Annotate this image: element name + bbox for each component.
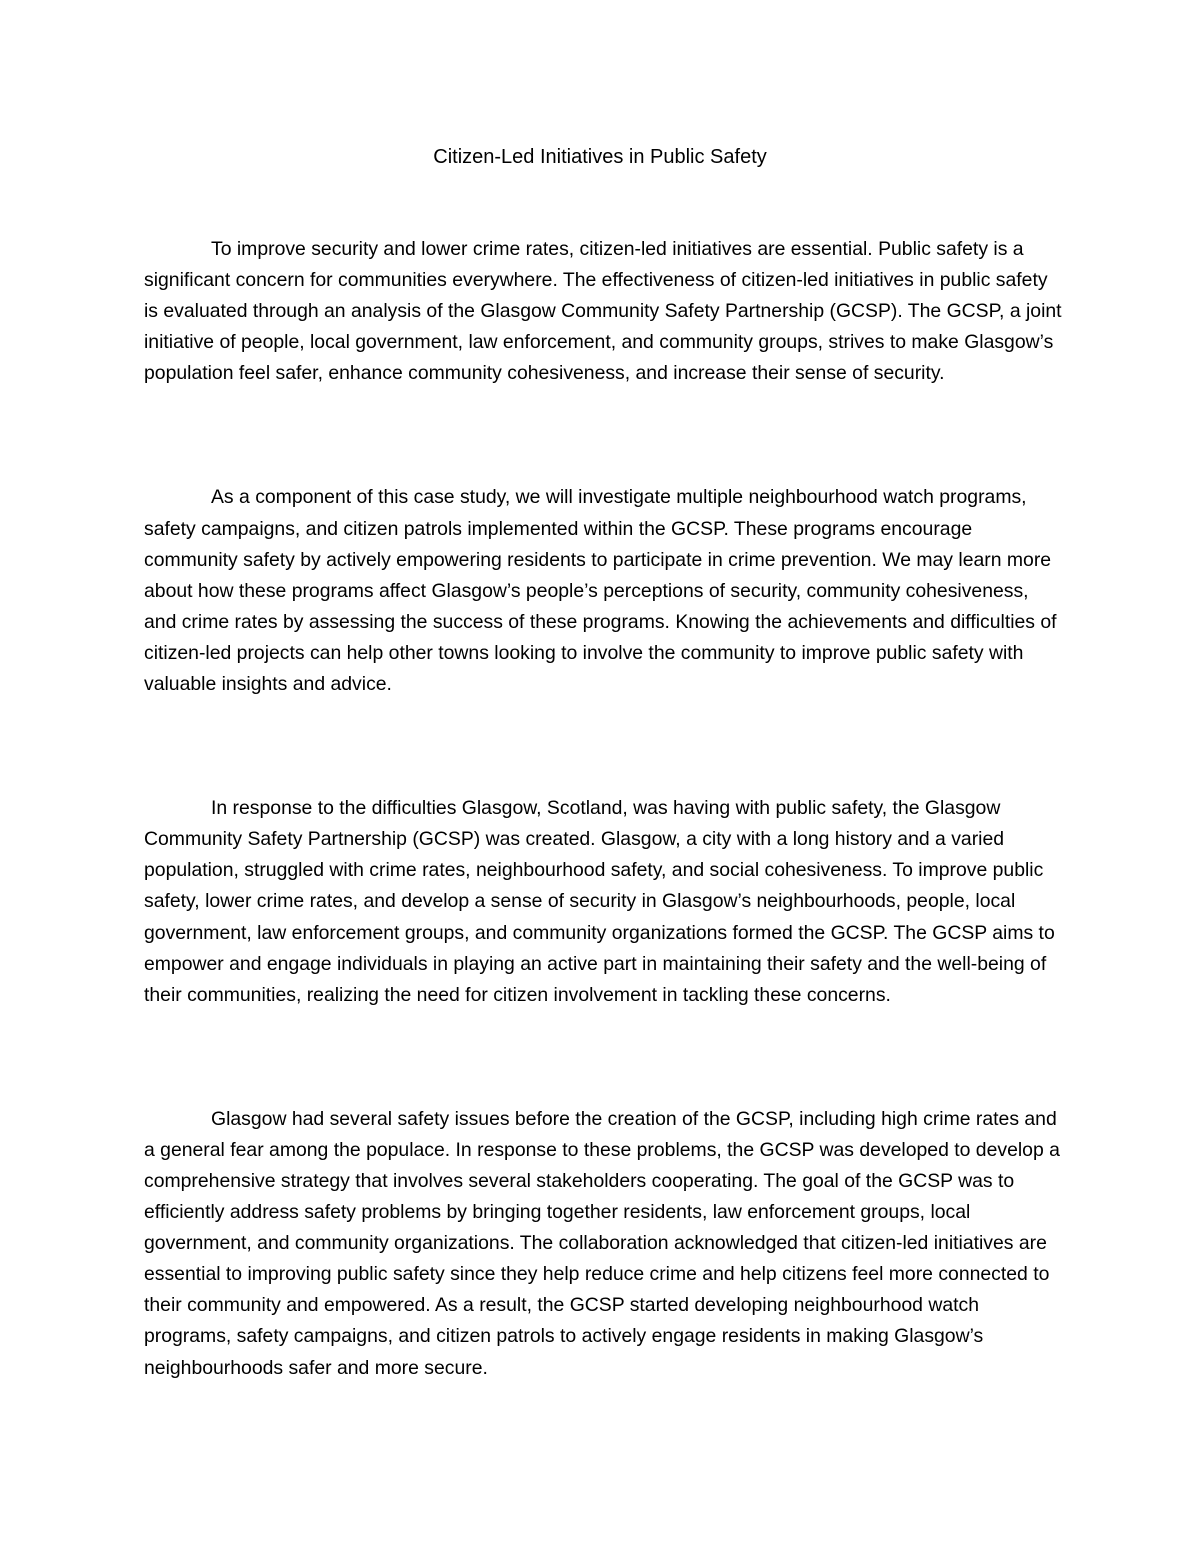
paragraph-4: Glasgow had several safety issues before the creation of the GCSP, including high crime rates and a general fear among the populace. In response to these problems, the GCSP was developed to develop a comprehensive strategy that involves several stakeholders cooperating. The goal of the GCSP was to efficiently address safety problems by bringing together residents, law enforcement groups, local government, and community organizations. The collaboration acknowledged that citizen-led initiatives are essential to improving public safety since they help reduce crime and help citizens feel more connected to their community and empowered. As a result, the GCSP started developing neighbourhood watch programs, safety campaigns, and citizen patrols to actively engage residents in making Glasgow’s neighbourhoods safer and more secure. <box>144 1107 1060 1379</box>
document-title: Citizen-Led Initiatives in Public Safety <box>433 146 767 168</box>
paragraph-3: In response to the difficulties Glasgow, Scotland, was having with public safety, the Glasgow Community Safety Partnership (GCSP) was created. Glasgow, a city with a long history and a varied population, struggled with crime rates, neighbourhood safety, and social cohesiveness. To improve public safety, lower crime rates, and develop a sense of security in Glasgow’s neighbourhoods, people, local government, law enforcement groups, and community organizations formed the GCSP. The GCSP aims to empower and engage individuals in playing an active part in maintaining their safety and the well-being of their communities, realizing the need for citizen involvement in tackling these concerns. <box>144 797 1055 1006</box>
paragraph-1: To improve security and lower crime rates, citizen-led initiatives are essential. Public safety is a significant concern for communities everywhere. The effectiveness of citizen-led initiatives in public safety is evaluated through an analysis of the Glasgow Community Safety Partnership (GCSP). The GCSP, a joint initiative of people, local government, law enforcement, and community groups, strives to make Glasgow’s population feel safer, enhance community cohesiveness, and increase their sense of security. <box>144 238 1062 385</box>
document-body <box>144 234 1062 1477</box>
paragraph-2: As a component of this case study, we will investigate multiple neighbourhood watch programs, safety campaigns, and citizen patrols implemented within the GCSP. These programs encourage community safety by actively empowering residents to participate in crime prevention. We may learn more about how these programs affect Glasgow’s people’s perceptions of security, community cohesiveness, and crime rates by assessing the success of these programs. Knowing the achievements and difficulties of citizen-led projects can help other towns looking to involve the community to improve public safety with valuable insights and advice. <box>144 486 1057 696</box>
